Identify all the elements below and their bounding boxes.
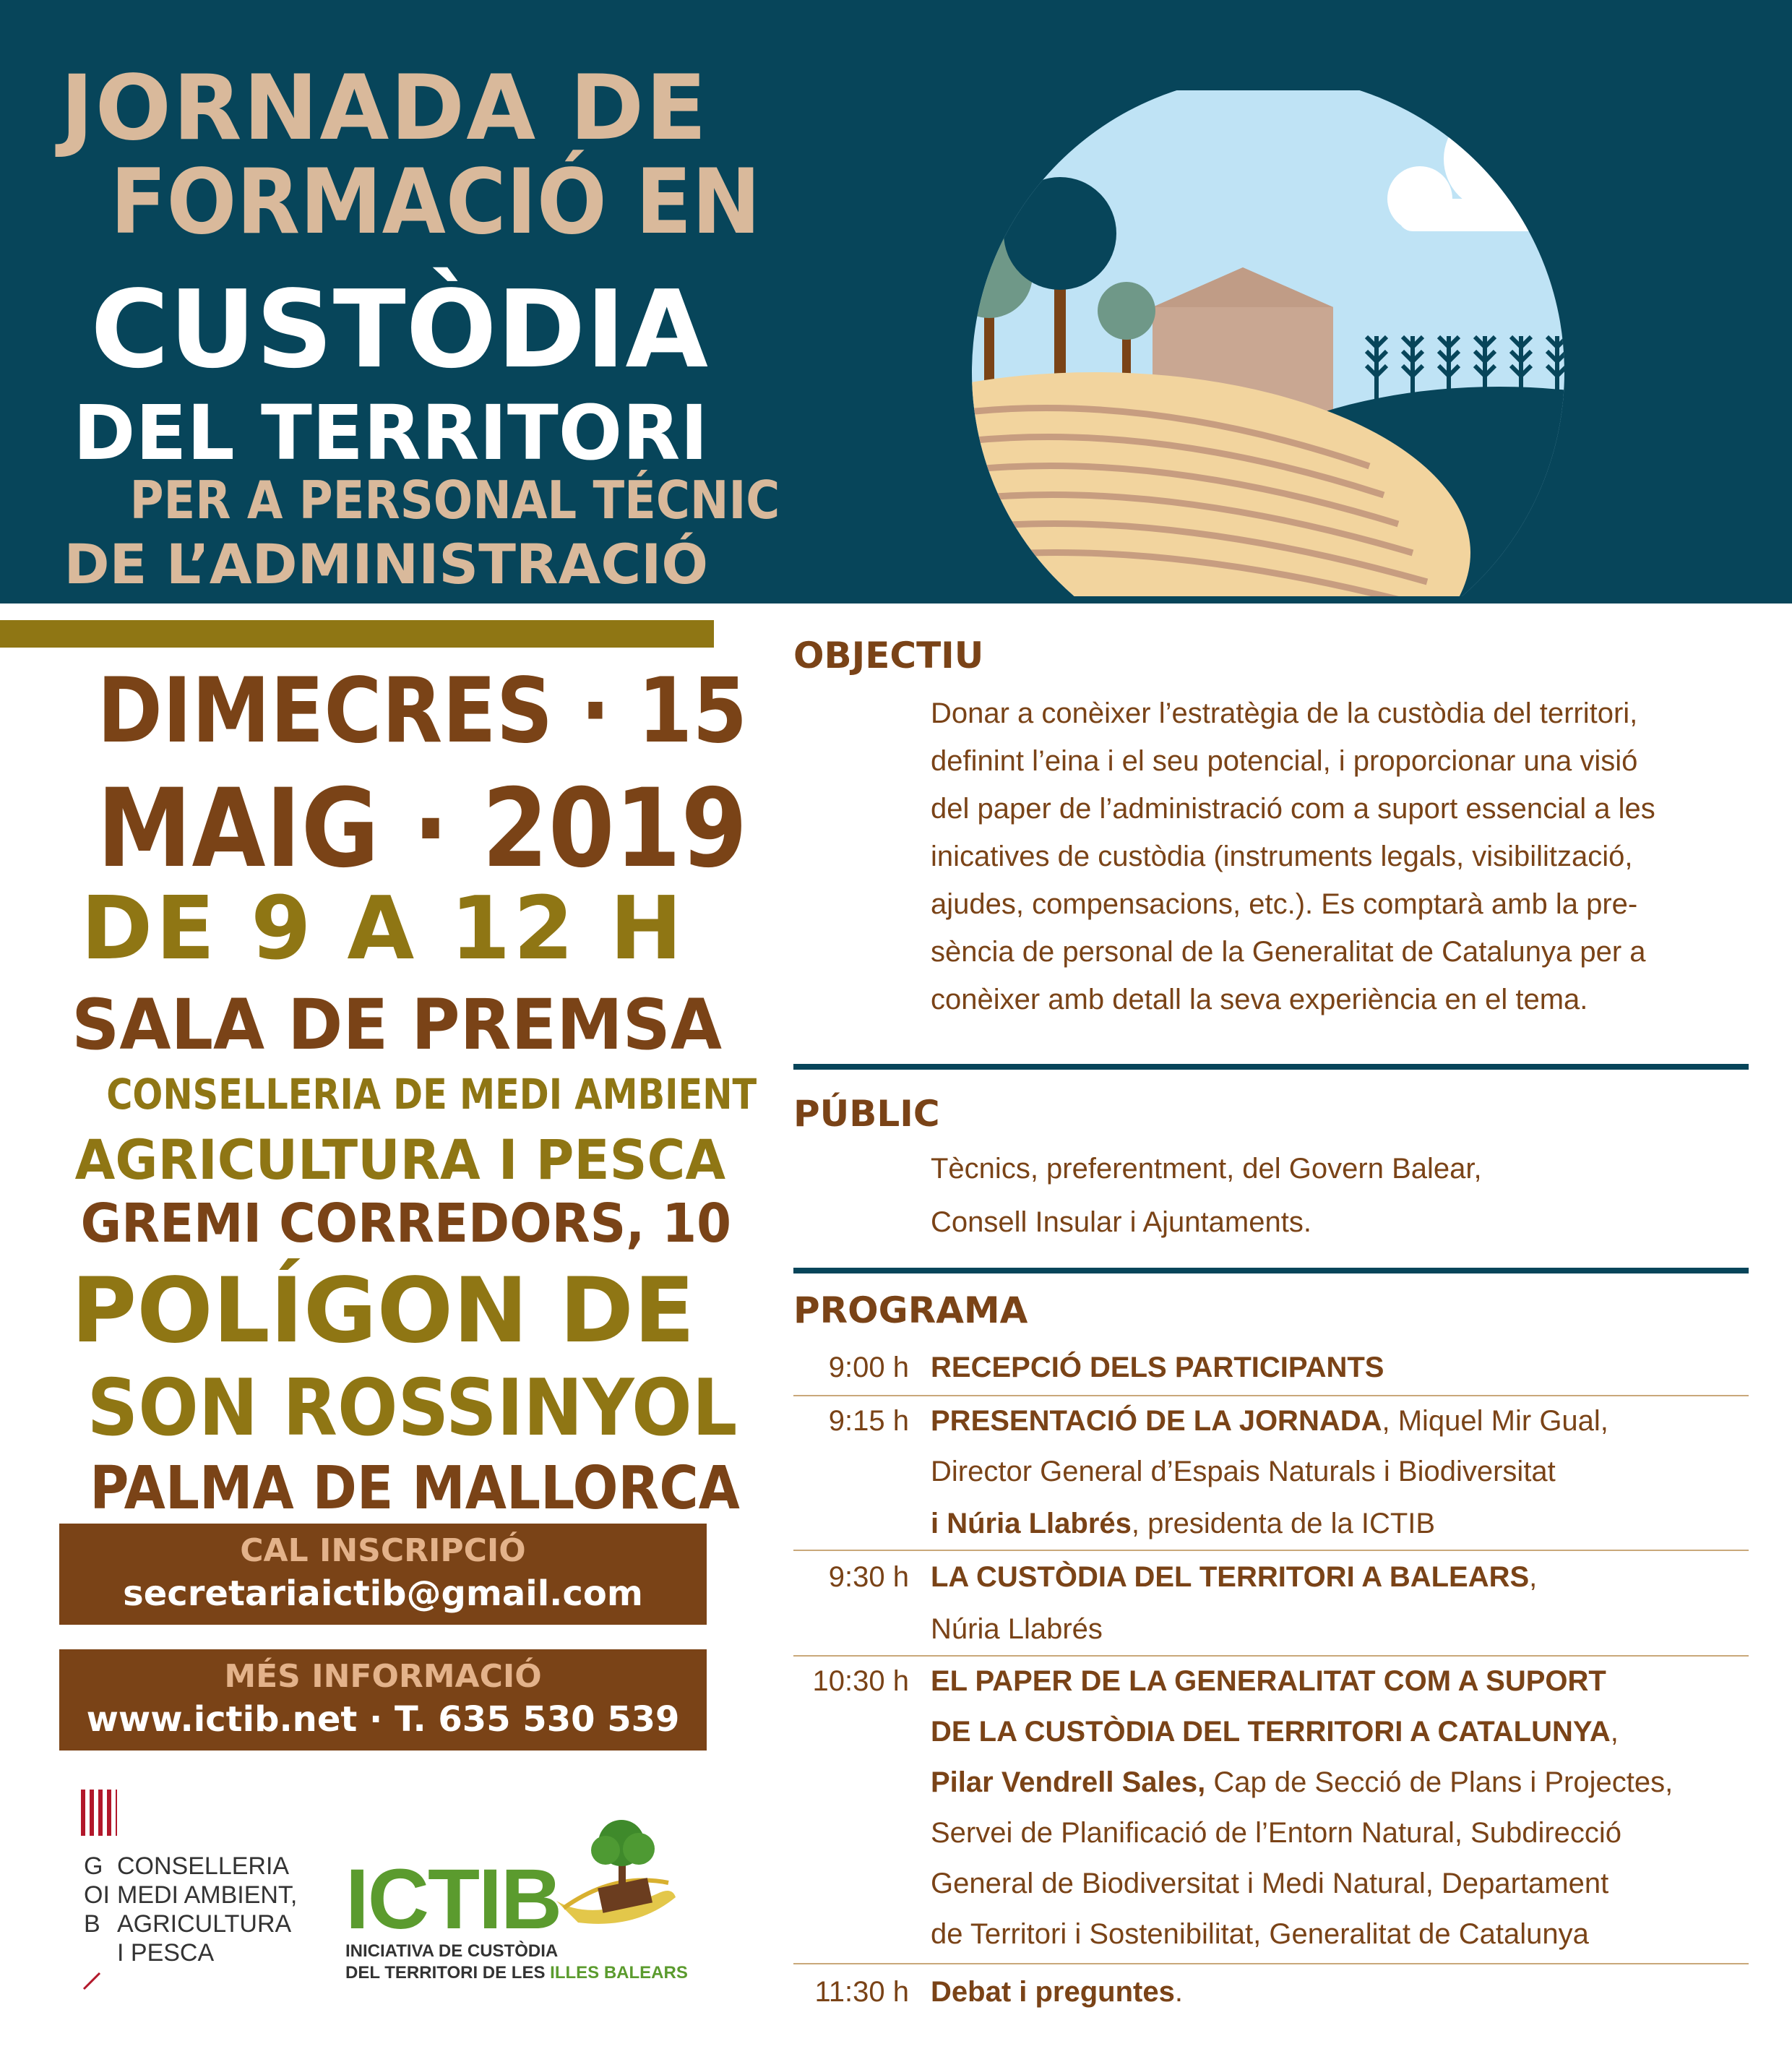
objectiu-line: conèixer amb detall la seva experiència en el tema. [931, 984, 1588, 1015]
program-line: RECEPCIÓ DELS PARTICIPANTS [931, 1352, 1384, 1383]
event-city: PALMA DE MALLORCA [90, 1454, 740, 1523]
goib-text-4: I PESCA [117, 1939, 215, 1967]
program-line: LA CUSTÒDIA DEL TERRITORI A BALEARS, [931, 1561, 1538, 1593]
ictib-tagline-2: DEL TERRITORI DE LES ILLES BALEARS [345, 1963, 688, 1983]
section-divider [793, 1064, 1749, 1070]
program-line: EL PAPER DE LA GENERALITAT COM A SUPORT [931, 1665, 1606, 1697]
program-line: General de Biodiversitat i Medi Natural, Departament [931, 1868, 1609, 1899]
title-line-2: FORMACIÓ EN [110, 150, 761, 254]
program-line: PRESENTACIÓ DE LA JORNADA, Miquel Mir Gual, [931, 1405, 1608, 1437]
info-label: MÉS INFORMACIÓ [224, 1658, 542, 1695]
area-line-2: SON ROSSINYOL [87, 1363, 738, 1453]
goib-letters: GOIB [84, 1852, 110, 1938]
registration-box [59, 1524, 707, 1625]
program-time: 10:30 h [812, 1665, 909, 1697]
ictib-name: ICTIB [345, 1852, 561, 1947]
program-line: Debat i preguntes. [931, 1976, 1183, 2008]
ictib-tagline-1: INICIATIVA DE CUSTÒDIA [345, 1941, 559, 1961]
programa-heading: PROGRAMA [793, 1289, 1028, 1331]
header-banner [0, 0, 1792, 603]
goib-shield-icon [81, 1790, 117, 1836]
objectiu-line: del paper de l’administració com a suport essencial a les [931, 793, 1655, 825]
title-line-5: PER A PERSONAL TÉCNIC [129, 470, 780, 530]
program-divider [793, 1395, 1749, 1396]
program-line: Director General d’Espais Naturals i Biodiversitat [931, 1456, 1556, 1487]
program-time: 9:15 h [828, 1405, 909, 1437]
program-time: 9:00 h [828, 1352, 909, 1383]
organizer-line-2: AGRICULTURA I PESCA [74, 1127, 726, 1192]
objectiu-heading: OBJECTIU [793, 635, 984, 676]
section-divider [793, 1268, 1749, 1273]
program-time: 9:30 h [828, 1561, 909, 1593]
event-month-year: MAIG · 2019 [97, 766, 748, 892]
program-line: Pilar Vendrell Sales, Cap de Secció de Plans i Projectes, [931, 1766, 1673, 1798]
objectiu-line: sència de personal de la Generalitat de Catalunya per a [931, 936, 1646, 968]
goib-text-3: AGRICULTURA [117, 1910, 292, 1938]
objectiu-line: ajudes, compensacions, etc.). Es comptarà amb la pre- [931, 888, 1638, 920]
public-line: Tècnics, preferentment, del Govern Balear, [931, 1153, 1482, 1185]
goib-text-2: MEDI AMBIENT, [117, 1881, 298, 1909]
landscape-illustration [863, 90, 1673, 596]
program-line: i Núria Llabrés, presidenta de la ICTIB [931, 1508, 1436, 1539]
registration-email[interactable]: secretariaictib@gmail.com [123, 1573, 643, 1614]
objectiu-line: definint l’eina i el seu potencial, i proporcionar una visió [931, 745, 1638, 777]
program-line: de Territori i Sostenibilitat, Generalitat de Catalunya [931, 1918, 1589, 1950]
goib-text-1: CONSELLERIA [117, 1852, 290, 1880]
program-line: DE LA CUSTÒDIA DEL TERRITORI A CATALUNYA, [931, 1716, 1619, 1748]
event-venue: SALA DE PREMSA [72, 984, 722, 1065]
divider-bar [0, 620, 714, 648]
objectiu-line: Donar a conèixer l’estratègia de la custòdia del territori, [931, 697, 1638, 729]
public-line: Consell Insular i Ajuntaments. [931, 1206, 1311, 1238]
title-line-4: DEL TERRITORI [73, 389, 708, 477]
area-line-1: POLÍGON DE [71, 1259, 695, 1363]
info-contact[interactable]: www.ictib.net · T. 635 530 539 [86, 1699, 680, 1740]
title-line-6: DE L’ADMINISTRACIÓ [64, 532, 708, 596]
street-address: GREMI CORREDORS, 10 [80, 1193, 731, 1255]
objectiu-line: inicatives de custòdia (instruments legals, visibilització, [931, 841, 1633, 872]
event-time: DE 9 A 12 H [80, 879, 686, 979]
program-line: Núria Llabrés [931, 1613, 1103, 1645]
event-day: DIMECRES · 15 [97, 659, 748, 763]
program-divider [793, 1963, 1749, 1964]
title-line-3: CUSTÒDIA [90, 267, 708, 392]
organizer-line-1: CONSELLERIA DE MEDI AMBIENT [106, 1070, 757, 1119]
program-time: 11:30 h [814, 1976, 909, 2008]
tree-hands-icon [549, 1814, 679, 1937]
goib-slash-icon [81, 1970, 103, 1992]
title-line-1: JORNADA DE [60, 56, 708, 160]
program-divider [793, 1550, 1749, 1551]
public-heading: PÚBLIC [793, 1093, 940, 1135]
program-divider [793, 1655, 1749, 1657]
registration-label: CAL INSCRIPCIÓ [240, 1532, 526, 1569]
program-line: Servei de Planificació de l’Entorn Natural, Subdirecció [931, 1817, 1622, 1849]
info-box [59, 1649, 707, 1751]
